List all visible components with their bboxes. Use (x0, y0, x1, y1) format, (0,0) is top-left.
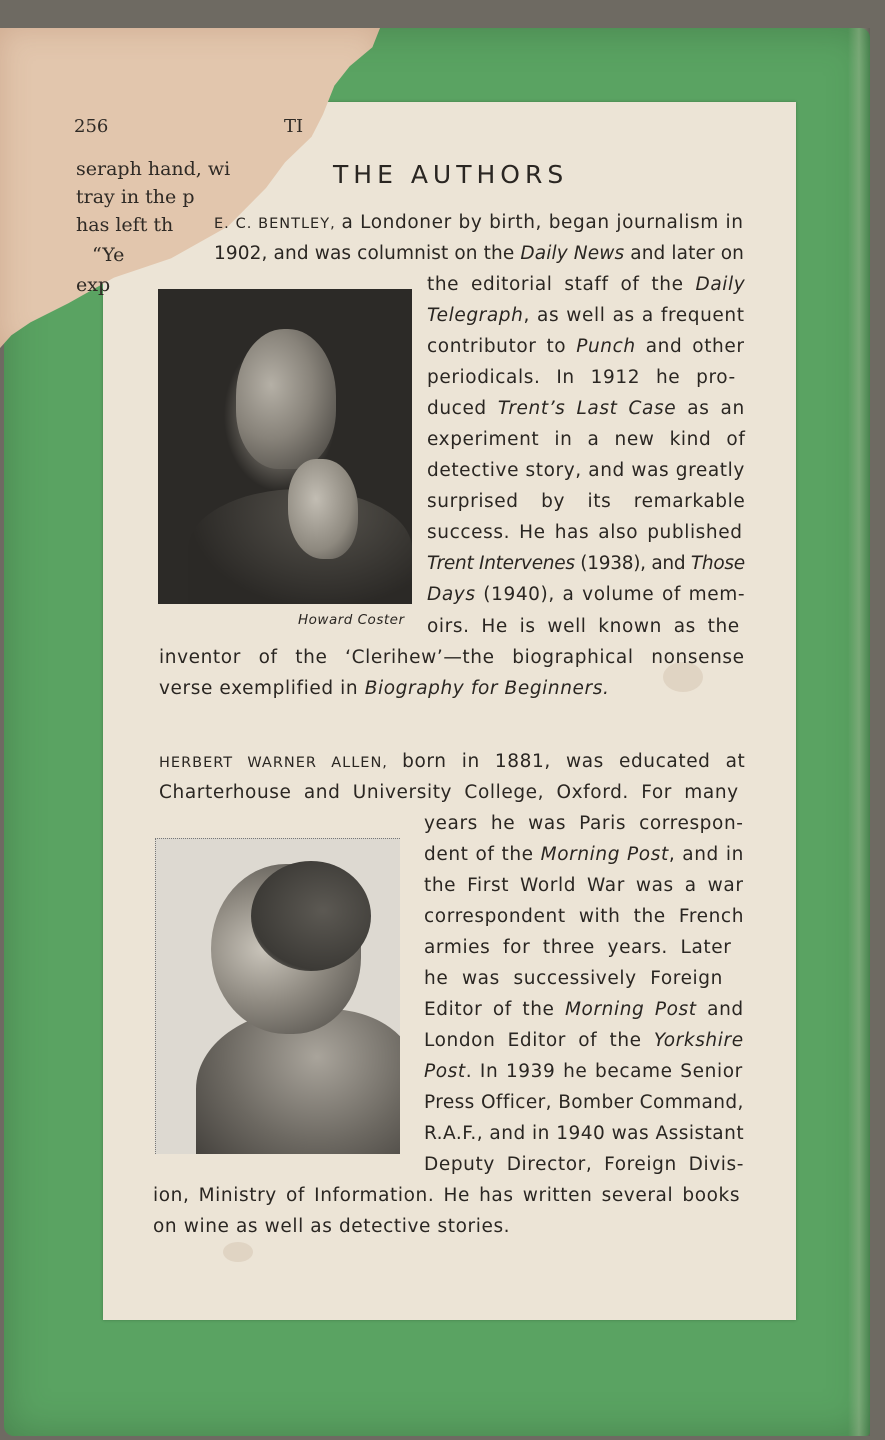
bentley-bio-text-line (427, 429, 745, 450)
torn-line-1: seraph hand, wi (76, 158, 231, 180)
text-run: inventor of the ‘Clerihew’—the biographical nonsense (159, 647, 745, 668)
italic-title: Telegraph (427, 305, 524, 326)
italic-title: Trent’s Last Case (497, 398, 677, 419)
cover-spine-edge (848, 28, 870, 1436)
allen-bio-text-line (424, 1154, 744, 1175)
bentley-bio-text-line (427, 336, 745, 357)
bentley-bio-text-line (159, 647, 745, 668)
torn-running-head: TI (284, 116, 304, 137)
portrait-head (236, 329, 336, 469)
text-run: (1940), a volume of mem- (475, 584, 746, 605)
bentley-bio-text-line (427, 305, 745, 326)
bentley-bio-text-line (159, 678, 609, 699)
allen-bio-text-line (159, 782, 739, 803)
text-run: years he was Paris correspon- (424, 813, 744, 834)
torn-line-5: exp (76, 274, 111, 296)
text-run: dent of the (424, 844, 541, 865)
text-run: Press Officer, Bomber Command, (424, 1092, 744, 1113)
torn-line-3: has left th (76, 214, 174, 236)
bentley-bio-text-line (427, 584, 745, 605)
allen-bio-text-line (424, 937, 731, 958)
allen-bio-text-line (424, 875, 744, 896)
text-run: , as well as a frequent (523, 305, 745, 326)
text-run: detective story, and was greatly (427, 460, 745, 481)
torn-page-number: 256 (74, 116, 109, 137)
text-run: as an (676, 398, 745, 419)
text-run: 1902, and was columnist on the (214, 243, 521, 264)
italic-title: Those (690, 553, 745, 574)
bentley-bio-text-line (427, 460, 745, 481)
bentley-bio-text-line (214, 243, 744, 264)
text-run: . In 1939 he became Senior (465, 1061, 743, 1082)
torn-line-2: tray in the p (76, 186, 195, 208)
allen-bio-text-line (424, 1123, 744, 1144)
bentley-bio-text-line (427, 491, 745, 512)
text-run: duced (427, 398, 498, 419)
allen-bio-text-line (424, 813, 744, 834)
text-run: oirs. He is well known as the (427, 616, 740, 637)
text-run: R.A.F., and in 1940 was Assistant (424, 1123, 745, 1144)
paper-stain (223, 1242, 253, 1262)
allen-bio-text-line (153, 1216, 510, 1237)
text-run: contributor to (427, 336, 577, 357)
photo-credit: Howard Coster (298, 612, 405, 628)
text-run: Editor of the (424, 999, 565, 1020)
bentley-bio-text-line (427, 398, 745, 419)
allen-bio-text-line (424, 1092, 744, 1113)
text-run: verse exemplified in (159, 678, 365, 699)
portrait-hand (288, 459, 358, 559)
allen-bio-text-line (153, 1185, 740, 1206)
allen-bio-text-line (424, 1061, 743, 1082)
text-run: , and in (668, 844, 744, 865)
text-run: success. He has also published (427, 522, 743, 543)
text-run: E. C. BENTLEY, (214, 216, 342, 232)
text-run: armies for three years. Later (424, 937, 732, 958)
text-run: HERBERT WARNER ALLEN, (159, 755, 403, 771)
italic-title: Punch (576, 336, 636, 357)
italic-title: Days (427, 584, 476, 605)
text-run: and (696, 999, 744, 1020)
allen-portrait (155, 838, 400, 1154)
bentley-bio-text-line (214, 212, 744, 233)
text-run: and other (635, 336, 745, 357)
bentley-bio-text-line (427, 553, 745, 574)
bentley-bio-text-line (427, 274, 745, 295)
italic-title: Biography for Beginners. (364, 678, 610, 699)
text-run: correspondent with the French (424, 906, 745, 927)
italic-title: Post (424, 1061, 466, 1082)
text-run: the editorial staff of the (427, 274, 696, 295)
text-run: a Londoner by birth, began journalism in (341, 212, 744, 233)
italic-title: Trent Intervenes (427, 553, 575, 574)
text-run: ion, Ministry of Information. He has written several books (153, 1185, 741, 1206)
allen-bio-text-line (424, 968, 723, 989)
bentley-bio-text-line (427, 522, 743, 543)
text-run: he was successively Foreign (424, 968, 723, 989)
allen-bio-text-line (424, 999, 744, 1020)
italic-title: Yorkshire (653, 1030, 744, 1051)
italic-title: Daily (695, 274, 746, 295)
italic-title: Daily News (520, 243, 625, 264)
allen-bio-text-line (424, 844, 744, 865)
torn-line-4: “Ye (92, 244, 125, 266)
text-run: Charterhouse and University College, Oxford. For many (159, 782, 739, 803)
portrait-hair (251, 861, 371, 971)
text-run: on wine as well as detective stories. (153, 1216, 511, 1237)
text-run: (1938), and (574, 553, 691, 574)
allen-bio-text-line (424, 1030, 744, 1051)
text-run: periodicals. In 1912 he pro- (427, 367, 736, 388)
text-run: experiment in a new kind of (427, 429, 746, 450)
text-run: the First World War was a war (424, 875, 744, 896)
text-run: surprised by its remarkable (427, 491, 746, 512)
text-run: London Editor of the (424, 1030, 654, 1051)
section-heading: THE AUTHORS (333, 160, 569, 189)
text-run: and later on (624, 243, 744, 264)
bentley-bio-text-line (427, 616, 740, 637)
bentley-bio-text-line (427, 367, 736, 388)
italic-title: Morning Post (564, 999, 697, 1020)
bentley-portrait (158, 289, 412, 604)
text-run: born in 1881, was educated at (402, 751, 746, 772)
allen-bio-text-line (159, 751, 745, 772)
text-run: Deputy Director, Foreign Divis- (424, 1154, 745, 1175)
allen-bio-text-line (424, 906, 744, 927)
italic-title: Morning Post (540, 844, 669, 865)
